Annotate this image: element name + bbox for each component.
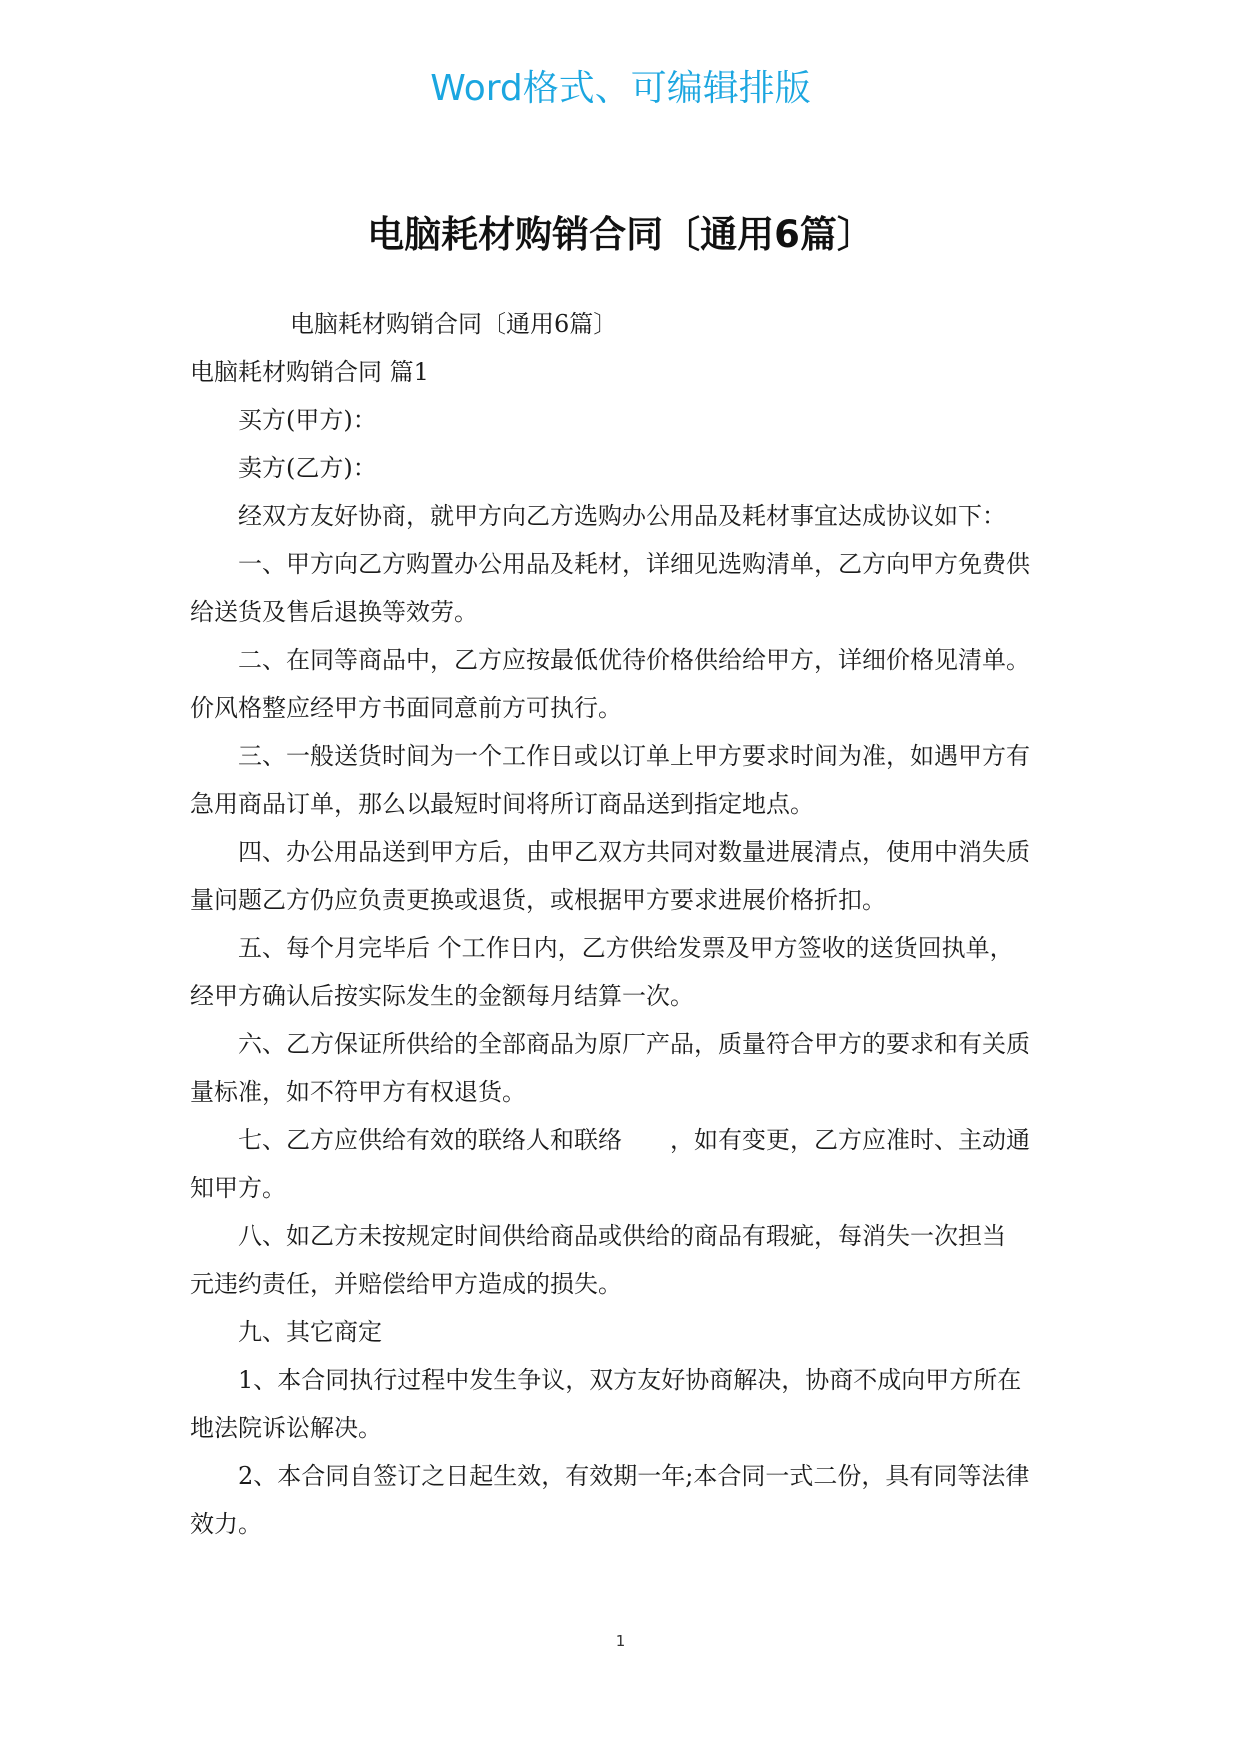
body-line: 急用商品订单，那么以最短时间将所订商品送到指定地点。 — [190, 790, 814, 818]
body-line: 六、乙方保证所供给的全部商品为原厂产品，质量符合甲方的要求和有关质 — [238, 1030, 1030, 1058]
body-line: 给送货及售后退换等效劳。 — [190, 598, 478, 626]
body-line: 价风格整应经甲方书面同意前方可执行。 — [190, 694, 622, 722]
body-line: 量问题乙方仍应负责更换或退货，或根据甲方要求进展价格折扣。 — [190, 886, 886, 914]
body-line: 经双方友好协商，就甲方向乙方选购办公用品及耗材事宜达成协议如下： — [238, 502, 1006, 530]
body-line: 九、其它商定 — [238, 1318, 382, 1346]
body-line: 四、办公用品送到甲方后，由甲乙双方共同对数量进展清点，使用中消失质 — [238, 838, 1030, 866]
body-line: 电脑耗材购销合同〔通用6篇〕 — [290, 310, 618, 338]
body-line: 2、本合同自签订之日起生效，有效期一年;本合同一式二份，具有同等法律 — [238, 1462, 1030, 1490]
body-line: 经甲方确认后按实际发生的金额每月结算一次。 — [190, 982, 694, 1010]
body-line: 三、一般送货时间为一个工作日或以订单上甲方要求时间为准，如遇甲方有 — [238, 742, 1030, 770]
body-line: 八、如乙方未按规定时间供给商品或供给的商品有瑕疵，每消失一次担当 — [238, 1222, 1006, 1250]
document-title: 电脑耗材购销合同〔通用6篇〕 — [367, 213, 874, 256]
body-line: 买方(甲方)： — [238, 406, 377, 434]
body-line: 一、甲方向乙方购置办公用品及耗材，详细见选购清单，乙方向甲方免费供 — [238, 550, 1030, 578]
body-line: 五、每个月完毕后 个工作日内，乙方供给发票及甲方签收的送货回执单， — [238, 934, 1014, 962]
body-line: 1、本合同执行过程中发生争议，双方友好协商解决，协商不成向甲方所在 — [238, 1366, 1022, 1394]
body-line: 二、在同等商品中，乙方应按最低优待价格供给给甲方，详细价格见清单。 — [238, 646, 1030, 674]
body-line: 量标准，如不符甲方有权退货。 — [190, 1078, 526, 1106]
document-body — [190, 300, 1052, 1548]
body-line: 元违约责任，并赔偿给甲方造成的损失。 — [190, 1270, 622, 1298]
body-line: 七、乙方应供给有效的联络人和联络 ，如有变更，乙方应准时、主动通 — [238, 1126, 1030, 1154]
page-number: 1 — [615, 1632, 626, 1650]
body-line: 效力。 — [190, 1510, 262, 1538]
body-line: 知甲方。 — [190, 1174, 286, 1202]
banner-text: Word格式、可编辑排版 — [430, 68, 811, 109]
body-line: 地法院诉讼解决。 — [190, 1414, 382, 1442]
body-line: 卖方(乙方)： — [238, 454, 377, 482]
body-line: 电脑耗材购销合同 篇1 — [190, 358, 429, 386]
